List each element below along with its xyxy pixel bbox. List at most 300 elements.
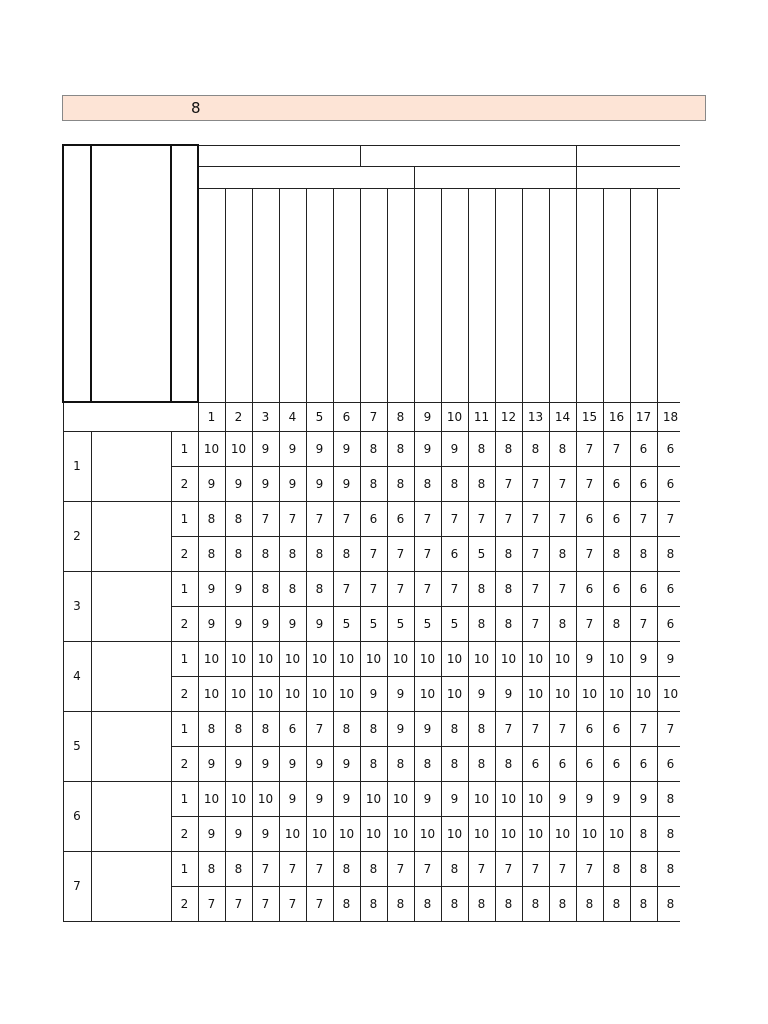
column-number: 9 — [414, 402, 441, 431]
row-name — [91, 641, 171, 711]
score-cell: 7 — [630, 606, 657, 641]
score-cell: 10 — [495, 816, 522, 851]
column-number: 3 — [252, 402, 279, 431]
score-cell: 7 — [198, 886, 225, 921]
score-cell: 10 — [198, 676, 225, 711]
score-cell: 8 — [414, 466, 441, 501]
criterion-header-2 — [225, 188, 252, 402]
row-sem: 2 — [171, 676, 198, 711]
column-number: 11 — [468, 402, 495, 431]
score-cell: 9 — [306, 781, 333, 816]
score-cell: 10 — [252, 641, 279, 676]
score-cell: 8 — [495, 431, 522, 466]
score-cell: 6 — [522, 746, 549, 781]
score-cell: 7 — [630, 501, 657, 536]
score-cell: 6 — [360, 501, 387, 536]
criterion-header-7 — [360, 188, 387, 402]
score-cell: 8 — [225, 501, 252, 536]
score-cell: 7 — [576, 431, 603, 466]
score-cell: 7 — [657, 711, 684, 746]
score-cell: 6 — [603, 711, 630, 746]
score-cell: 8 — [495, 886, 522, 921]
score-cell: 7 — [549, 571, 576, 606]
score-cell: 8 — [333, 711, 360, 746]
score-cell: 9 — [495, 676, 522, 711]
score-cell: 9 — [360, 676, 387, 711]
score-cell: 6 — [657, 746, 684, 781]
score-cell: 8 — [657, 781, 684, 816]
score-cell: 10 — [468, 641, 495, 676]
score-cell: 9 — [306, 431, 333, 466]
score-cell: 7 — [549, 501, 576, 536]
score-cell: 10 — [225, 431, 252, 466]
score-cell: 7 — [549, 466, 576, 501]
score-cell: 8 — [441, 746, 468, 781]
score-cell: 9 — [225, 606, 252, 641]
score-cell: 8 — [630, 886, 657, 921]
score-cell: 10 — [414, 641, 441, 676]
score-cell: 6 — [576, 501, 603, 536]
row-sem: 1 — [171, 781, 198, 816]
score-cell: 10 — [387, 781, 414, 816]
score-cell: 8 — [225, 711, 252, 746]
row-number: 4 — [63, 641, 91, 711]
score-cell: 6 — [441, 536, 468, 571]
score-cell: 10 — [225, 781, 252, 816]
score-cell: 9 — [252, 466, 279, 501]
info-value-1: 8 — [191, 99, 201, 117]
criterion-header-4 — [279, 188, 306, 402]
criterion-header-5 — [306, 188, 333, 402]
score-cell: 10 — [603, 676, 630, 711]
row-sem: 2 — [171, 536, 198, 571]
score-cell: 8 — [333, 886, 360, 921]
score-cell: 9 — [279, 606, 306, 641]
score-cell: 9 — [279, 431, 306, 466]
score-cell: 7 — [603, 431, 630, 466]
score-cell: 7 — [414, 536, 441, 571]
score-cell: 7 — [630, 711, 657, 746]
score-cell: 6 — [657, 466, 684, 501]
score-cell: 10 — [333, 816, 360, 851]
row-sem: 1 — [171, 501, 198, 536]
score-cell: 10 — [603, 641, 630, 676]
score-cell: 8 — [495, 571, 522, 606]
score-cell: 8 — [549, 886, 576, 921]
score-cell: 9 — [198, 746, 225, 781]
score-cell: 10 — [225, 676, 252, 711]
score-cell: 7 — [333, 571, 360, 606]
row-sem: 2 — [171, 466, 198, 501]
score-cell: 5 — [387, 606, 414, 641]
score-cell: 10 — [198, 641, 225, 676]
score-cell: 7 — [522, 536, 549, 571]
score-cell: 9 — [333, 781, 360, 816]
score-cell: 8 — [414, 886, 441, 921]
score-cell: 6 — [279, 711, 306, 746]
score-cell: 8 — [306, 571, 333, 606]
score-cell: 7 — [468, 851, 495, 886]
score-cell: 7 — [414, 501, 441, 536]
score-cell: 10 — [603, 816, 630, 851]
score-cell: 9 — [603, 781, 630, 816]
score-cell: 9 — [252, 431, 279, 466]
score-cell: 8 — [333, 851, 360, 886]
score-cell: 7 — [306, 851, 333, 886]
score-cell: 7 — [441, 571, 468, 606]
score-cell: 7 — [522, 501, 549, 536]
column-number: 12 — [495, 402, 522, 431]
row-number: 1 — [63, 431, 91, 501]
score-cell: 8 — [360, 431, 387, 466]
column-number: 15 — [576, 402, 603, 431]
score-cell: 8 — [576, 886, 603, 921]
score-cell: 9 — [387, 711, 414, 746]
score-cell: 9 — [225, 571, 252, 606]
column-number: 5 — [306, 402, 333, 431]
score-cell: 7 — [576, 606, 603, 641]
row-sem: 1 — [171, 571, 198, 606]
score-cell: 10 — [306, 641, 333, 676]
row-sem: 2 — [171, 606, 198, 641]
score-cell: 6 — [657, 606, 684, 641]
score-cell: 9 — [198, 571, 225, 606]
score-cell: 7 — [495, 851, 522, 886]
score-cell: 8 — [387, 466, 414, 501]
score-cell: 8 — [279, 571, 306, 606]
score-cell: 8 — [198, 536, 225, 571]
score-cell: 7 — [279, 851, 306, 886]
score-cell: 6 — [576, 571, 603, 606]
score-cell: 9 — [225, 816, 252, 851]
row-number: 2 — [63, 501, 91, 571]
score-cell: 10 — [522, 641, 549, 676]
score-cell: 10 — [468, 781, 495, 816]
row-name — [91, 851, 171, 921]
score-cell: 9 — [279, 781, 306, 816]
score-cell: 5 — [441, 606, 468, 641]
score-cell: 9 — [333, 431, 360, 466]
score-cell: 8 — [279, 536, 306, 571]
score-cell: 8 — [198, 501, 225, 536]
score-cell: 7 — [576, 851, 603, 886]
score-cell: 7 — [279, 501, 306, 536]
criterion-header-1 — [198, 188, 225, 402]
score-cell: 6 — [387, 501, 414, 536]
score-cell: 10 — [360, 641, 387, 676]
score-cell: 7 — [414, 571, 441, 606]
criterion-header-16 — [603, 188, 630, 402]
score-cell: 8 — [657, 886, 684, 921]
score-cell: 10 — [360, 816, 387, 851]
score-cell: 5 — [333, 606, 360, 641]
score-cell: 8 — [441, 711, 468, 746]
score-cell: 10 — [414, 676, 441, 711]
score-cell: 6 — [603, 466, 630, 501]
score-cell: 7 — [576, 466, 603, 501]
score-cell: 8 — [657, 536, 684, 571]
column-number: 4 — [279, 402, 306, 431]
score-cell: 6 — [603, 746, 630, 781]
score-cell: 9 — [279, 466, 306, 501]
score-cell: 8 — [630, 816, 657, 851]
row-number: 3 — [63, 571, 91, 641]
score-cell: 10 — [360, 781, 387, 816]
score-cell: 8 — [468, 711, 495, 746]
info-bar — [62, 95, 706, 121]
score-cell: 8 — [360, 746, 387, 781]
score-cell: 7 — [576, 536, 603, 571]
row-number: 5 — [63, 711, 91, 781]
score-cell: 9 — [198, 466, 225, 501]
score-cell: 7 — [657, 501, 684, 536]
column-number: 6 — [333, 402, 360, 431]
score-cell: 8 — [252, 711, 279, 746]
score-cell: 9 — [576, 781, 603, 816]
score-cell: 7 — [549, 711, 576, 746]
column-number: 18 — [657, 402, 684, 431]
table-row — [63, 571, 684, 606]
score-cell: 7 — [252, 851, 279, 886]
table-row — [63, 501, 684, 536]
row-sem: 2 — [171, 886, 198, 921]
score-cell: 8 — [198, 851, 225, 886]
col-sem-header — [171, 145, 198, 402]
score-cell: 8 — [495, 746, 522, 781]
score-cell: 8 — [333, 536, 360, 571]
score-cell: 9 — [387, 676, 414, 711]
column-number: 13 — [522, 402, 549, 431]
score-cell: 9 — [198, 816, 225, 851]
score-cell: 8 — [468, 466, 495, 501]
score-cell: 8 — [495, 606, 522, 641]
score-cell: 8 — [225, 536, 252, 571]
score-cell: 9 — [657, 641, 684, 676]
score-cell: 9 — [414, 711, 441, 746]
score-cell: 7 — [441, 501, 468, 536]
score-cell: 10 — [279, 816, 306, 851]
row-number: 7 — [63, 851, 91, 921]
group-header-3 — [576, 145, 684, 166]
score-cell: 9 — [252, 606, 279, 641]
score-cell: 10 — [522, 816, 549, 851]
col-serial-header — [63, 145, 91, 402]
criterion-header-13 — [522, 188, 549, 402]
score-cell: 8 — [441, 886, 468, 921]
score-cell: 9 — [468, 676, 495, 711]
score-cell: 6 — [657, 571, 684, 606]
score-cell: 7 — [495, 466, 522, 501]
score-cell: 10 — [387, 641, 414, 676]
table-row — [63, 711, 684, 746]
col-name-header — [91, 145, 171, 402]
score-cell: 10 — [333, 676, 360, 711]
score-cell: 8 — [603, 851, 630, 886]
score-cell: 9 — [414, 781, 441, 816]
score-cell: 10 — [549, 816, 576, 851]
score-cell: 10 — [657, 676, 684, 711]
score-cell: 7 — [252, 886, 279, 921]
score-cell: 10 — [630, 676, 657, 711]
criterion-header-17 — [630, 188, 657, 402]
score-cell: 5 — [414, 606, 441, 641]
score-cell: 6 — [630, 746, 657, 781]
score-cell: 7 — [306, 501, 333, 536]
score-cell: 10 — [549, 641, 576, 676]
row-name — [91, 571, 171, 641]
criterion-header-8 — [387, 188, 414, 402]
score-cell: 8 — [387, 886, 414, 921]
score-cell: 8 — [657, 816, 684, 851]
row-name — [91, 431, 171, 501]
row-name — [91, 711, 171, 781]
score-cell: 9 — [279, 746, 306, 781]
score-cell: 8 — [468, 571, 495, 606]
score-cell: 8 — [414, 746, 441, 781]
score-cell: 8 — [549, 431, 576, 466]
score-cell: 10 — [441, 641, 468, 676]
column-number: 17 — [630, 402, 657, 431]
score-cell: 6 — [603, 501, 630, 536]
criterion-header-3 — [252, 188, 279, 402]
score-cell: 8 — [549, 536, 576, 571]
column-number: 1 — [198, 402, 225, 431]
score-cell: 10 — [549, 676, 576, 711]
column-number: 16 — [603, 402, 630, 431]
score-cell: 8 — [441, 466, 468, 501]
row-sem: 1 — [171, 851, 198, 886]
score-cell: 10 — [414, 816, 441, 851]
criterion-header-15 — [576, 188, 603, 402]
score-cell: 7 — [360, 571, 387, 606]
group-header-2 — [360, 145, 576, 166]
score-cell: 8 — [630, 536, 657, 571]
table-row — [63, 781, 684, 816]
number-row-spacer — [63, 402, 198, 431]
score-cell: 9 — [441, 781, 468, 816]
score-cell: 9 — [252, 746, 279, 781]
score-cell: 8 — [522, 431, 549, 466]
page-clip — [680, 130, 768, 950]
score-cell: 9 — [225, 466, 252, 501]
score-cell: 8 — [252, 536, 279, 571]
table-row — [63, 431, 684, 466]
score-cell: 10 — [576, 816, 603, 851]
score-cell: 8 — [657, 851, 684, 886]
score-cell: 7 — [252, 501, 279, 536]
score-cell: 10 — [441, 816, 468, 851]
criterion-header-12 — [495, 188, 522, 402]
score-cell: 6 — [603, 571, 630, 606]
score-cell: 9 — [225, 746, 252, 781]
score-cell: 9 — [306, 606, 333, 641]
score-cell: 8 — [360, 466, 387, 501]
marks-table — [62, 144, 685, 922]
score-cell: 7 — [522, 466, 549, 501]
score-cell: 9 — [333, 746, 360, 781]
score-cell: 8 — [603, 536, 630, 571]
score-cell: 7 — [279, 886, 306, 921]
score-cell: 9 — [306, 746, 333, 781]
row-sem: 2 — [171, 816, 198, 851]
score-cell: 7 — [225, 886, 252, 921]
score-cell: 8 — [495, 536, 522, 571]
score-cell: 7 — [414, 851, 441, 886]
column-number: 2 — [225, 402, 252, 431]
score-cell: 10 — [252, 781, 279, 816]
score-cell: 9 — [630, 641, 657, 676]
score-cell: 8 — [225, 851, 252, 886]
score-cell: 8 — [468, 746, 495, 781]
score-cell: 10 — [198, 431, 225, 466]
score-cell: 7 — [522, 606, 549, 641]
score-cell: 7 — [522, 571, 549, 606]
column-number: 8 — [387, 402, 414, 431]
score-cell: 7 — [306, 886, 333, 921]
row-number: 6 — [63, 781, 91, 851]
score-cell: 10 — [198, 781, 225, 816]
row-name — [91, 501, 171, 571]
score-cell: 8 — [387, 746, 414, 781]
score-cell: 7 — [306, 711, 333, 746]
row-sem: 2 — [171, 746, 198, 781]
score-cell: 10 — [279, 641, 306, 676]
group-header-1 — [198, 145, 360, 166]
score-cell: 8 — [603, 886, 630, 921]
subgroup-header-2 — [414, 166, 576, 188]
column-number: 14 — [549, 402, 576, 431]
table-row — [63, 641, 684, 676]
score-cell: 5 — [360, 606, 387, 641]
score-cell: 8 — [360, 851, 387, 886]
column-number: 10 — [441, 402, 468, 431]
score-cell: 7 — [387, 536, 414, 571]
score-cell: 7 — [468, 501, 495, 536]
score-cell: 9 — [333, 466, 360, 501]
criterion-header-10 — [441, 188, 468, 402]
score-cell: 9 — [549, 781, 576, 816]
score-cell: 7 — [333, 501, 360, 536]
score-cell: 6 — [576, 746, 603, 781]
score-cell: 8 — [468, 606, 495, 641]
score-cell: 8 — [441, 851, 468, 886]
score-cell: 10 — [279, 676, 306, 711]
score-cell: 9 — [441, 431, 468, 466]
score-cell: 7 — [387, 571, 414, 606]
score-cell: 8 — [522, 886, 549, 921]
score-cell: 7 — [360, 536, 387, 571]
score-cell: 8 — [252, 571, 279, 606]
score-cell: 8 — [630, 851, 657, 886]
score-cell: 8 — [387, 431, 414, 466]
score-cell: 10 — [522, 676, 549, 711]
row-sem: 1 — [171, 711, 198, 746]
subgroup-header-1 — [198, 166, 414, 188]
score-cell: 7 — [522, 851, 549, 886]
subgroup-header-3 — [576, 166, 684, 188]
score-cell: 8 — [360, 886, 387, 921]
score-cell: 6 — [630, 466, 657, 501]
score-cell: 9 — [306, 466, 333, 501]
score-cell: 8 — [549, 606, 576, 641]
table-row — [63, 851, 684, 886]
score-cell: 10 — [252, 676, 279, 711]
score-cell: 6 — [576, 711, 603, 746]
criterion-header-6 — [333, 188, 360, 402]
score-cell: 9 — [630, 781, 657, 816]
score-cell: 8 — [360, 711, 387, 746]
criterion-header-11 — [468, 188, 495, 402]
